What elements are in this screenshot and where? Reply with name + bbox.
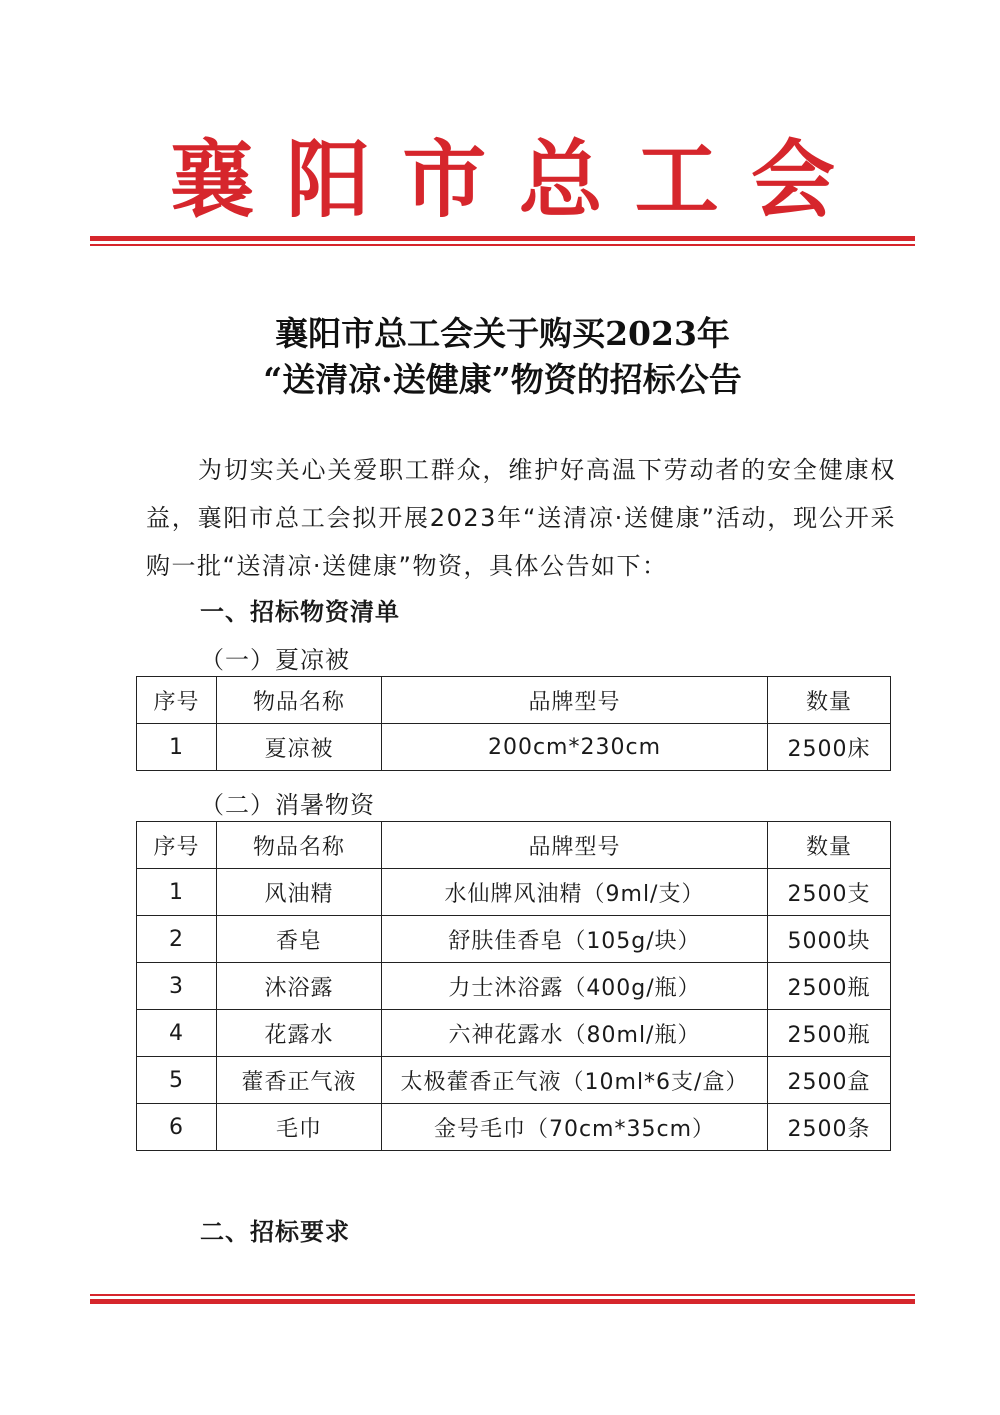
- cell-no: 1: [137, 869, 217, 916]
- cell-name: 沐浴露: [217, 963, 382, 1010]
- cell-qty: 2500瓶: [768, 1010, 891, 1057]
- letterhead-char: 市: [402, 130, 487, 229]
- table-row: [137, 724, 891, 771]
- cell-qty: 2500支: [768, 869, 891, 916]
- table-header-row: [137, 677, 891, 724]
- header-brand: 品牌型号: [382, 822, 768, 869]
- section-heading-list: 一、招标物资清单: [200, 598, 400, 626]
- cell-brand: 六神花露水（80ml/瓶）: [382, 1010, 768, 1057]
- table-row: [137, 1057, 891, 1104]
- header-name: 物品名称: [217, 822, 382, 869]
- cell-brand: 力士沐浴露（400g/瓶）: [382, 963, 768, 1010]
- document-title-line2: “送清凉·送健康”物资的招标公告: [263, 360, 742, 399]
- header-qty: 数量: [768, 822, 891, 869]
- cell-name: 风油精: [217, 869, 382, 916]
- supplies-table: [136, 821, 891, 1151]
- letterhead-char: 总: [518, 130, 603, 229]
- cell-brand: 200cm*230cm: [382, 724, 768, 771]
- header-no: 序号: [137, 822, 217, 869]
- cell-qty: 2500条: [768, 1104, 891, 1151]
- cell-qty: 5000块: [768, 916, 891, 963]
- cell-brand: 水仙牌风油精（9ml/支）: [382, 869, 768, 916]
- header-brand: 品牌型号: [382, 677, 768, 724]
- cell-name: 毛巾: [217, 1104, 382, 1151]
- cell-qty: 2500瓶: [768, 963, 891, 1010]
- subsection-heading-supplies: （二）消暑物资: [200, 791, 375, 819]
- header-no: 序号: [137, 677, 217, 724]
- cell-name: 藿香正气液: [217, 1057, 382, 1104]
- letterhead-char: 阳: [286, 130, 371, 229]
- cell-no: 4: [137, 1010, 217, 1057]
- subsection-heading-quilt: （一）夏凉被: [200, 646, 350, 674]
- cell-name: 香皂: [217, 916, 382, 963]
- cell-no: 3: [137, 963, 217, 1010]
- document-title-line1: 襄阳市总工会关于购买2023年: [275, 314, 730, 353]
- cell-no: 1: [137, 724, 217, 771]
- quilt-table: [136, 676, 891, 771]
- intro-paragraph: 为切实关心关爱职工群众，维护好高温下劳动者的安全健康权益，襄阳市总工会拟开展2023年“送清凉·送健康”活动，现公开采购一批“送清凉·送健康”物资，具体公告如下：: [146, 456, 896, 580]
- cell-no: 5: [137, 1057, 217, 1104]
- cell-brand: 太极藿香正气液（10ml*6支/盒）: [382, 1057, 768, 1104]
- table-row: [137, 963, 891, 1010]
- table-row: [137, 916, 891, 963]
- cell-name: 花露水: [217, 1010, 382, 1057]
- letterhead-char: 工: [634, 130, 719, 229]
- table-header-row: [137, 822, 891, 869]
- letterhead-char: 会: [750, 130, 835, 229]
- cell-no: 6: [137, 1104, 217, 1151]
- footer-divider: [90, 1291, 915, 1304]
- table-row: [137, 1104, 891, 1151]
- cell-brand: 舒肤佳香皂（105g/块）: [382, 916, 768, 963]
- letterhead-divider: [90, 236, 915, 246]
- cell-brand: 金号毛巾（70cm*35cm）: [382, 1104, 768, 1151]
- header-name: 物品名称: [217, 677, 382, 724]
- cell-qty: 2500床: [768, 724, 891, 771]
- table-row: [137, 869, 891, 916]
- header-qty: 数量: [768, 677, 891, 724]
- org-letterhead: [90, 130, 915, 230]
- table-row: [137, 1010, 891, 1057]
- letterhead-char: 襄: [170, 130, 255, 229]
- cell-no: 2: [137, 916, 217, 963]
- cell-qty: 2500盒: [768, 1057, 891, 1104]
- section-heading-requirements: 二、招标要求: [200, 1218, 350, 1246]
- cell-name: 夏凉被: [217, 724, 382, 771]
